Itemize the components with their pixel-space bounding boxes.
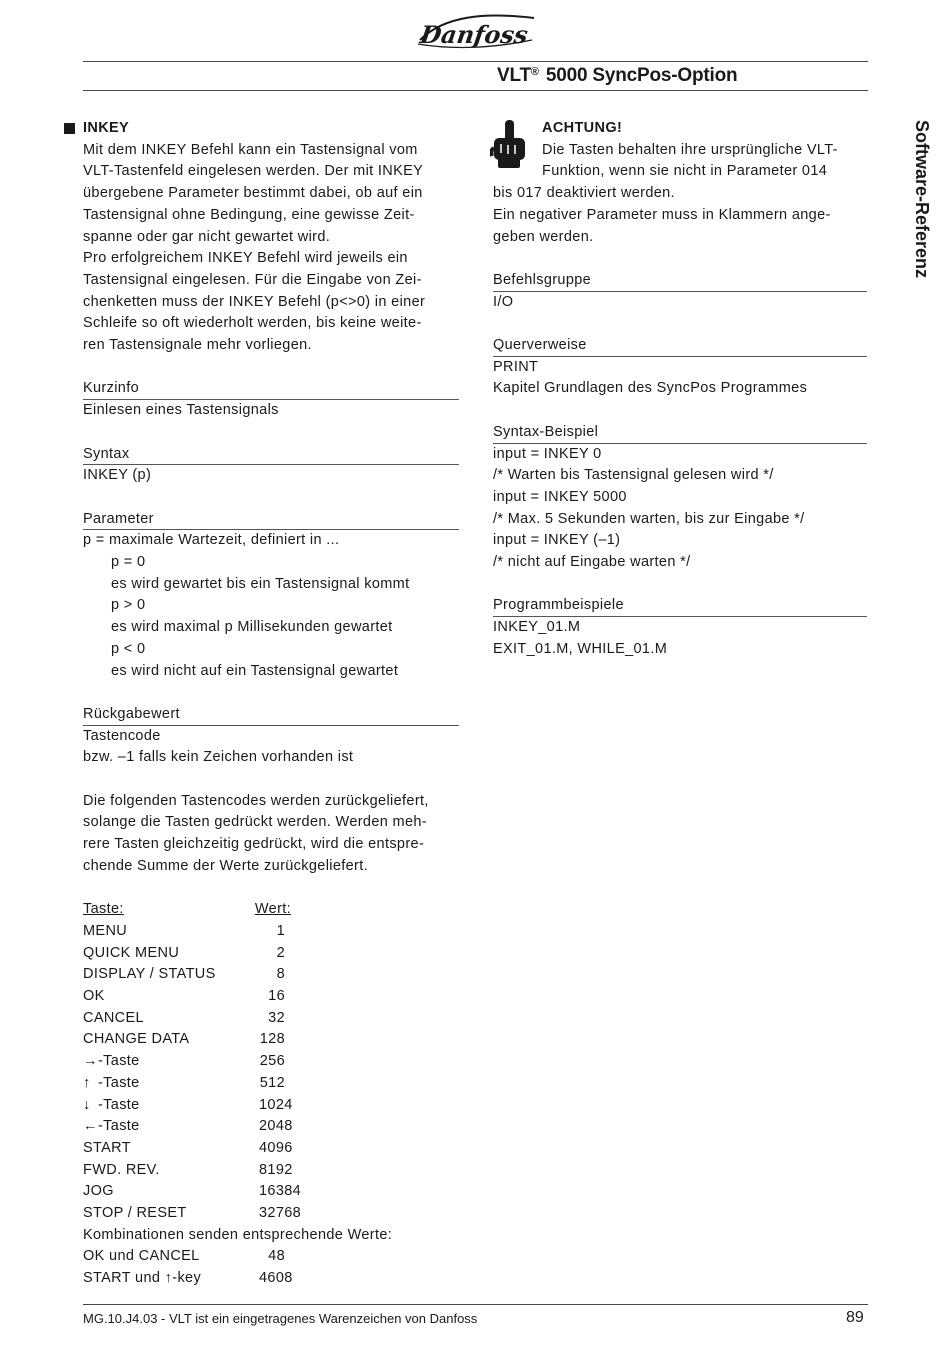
befehlsgruppe-label: Befehlsgruppe xyxy=(493,270,867,292)
key-value: 2 xyxy=(276,944,285,961)
key-name xyxy=(83,986,259,1008)
left-column xyxy=(83,118,459,1290)
key-value: 1024 xyxy=(259,1096,293,1113)
syntax-beispiel-line: input = INKEY 0 xyxy=(493,445,602,462)
intro-paragraph xyxy=(83,140,459,357)
parameter-line: p = 0 xyxy=(111,554,146,571)
key-value: 256 xyxy=(259,1053,285,1070)
key-table-row xyxy=(83,921,459,943)
codes-intro-line: rere Tasten gleichzeitig gedrückt, wird die entspre- xyxy=(83,836,425,853)
combo-intro: Kombinationen senden entsprechende Werte: xyxy=(83,1226,393,1243)
key-name xyxy=(83,921,259,943)
key-table-row xyxy=(83,1029,459,1051)
kurzinfo-text: Einlesen eines Tastensignals xyxy=(83,402,279,419)
key-value: 8192 xyxy=(259,1161,293,1178)
header-rule-bottom xyxy=(83,90,868,91)
key-name xyxy=(83,1203,259,1225)
intro-line: Tastensignal ohne Bedingung, eine gewisse Zeit- xyxy=(83,206,415,223)
key-label: -Taste xyxy=(98,1118,140,1135)
key-column-header: Taste: xyxy=(83,901,124,918)
intro-line: ren Tastensignale mehr vorliegen. xyxy=(83,337,312,354)
warning-line: Ein negativer Parameter muss in Klammern ange- xyxy=(493,206,831,223)
parameter-line: p < 0 xyxy=(111,640,146,657)
arrow-icon: → xyxy=(83,1053,98,1070)
page-number: 89 xyxy=(846,1309,864,1326)
key-label: OK xyxy=(83,988,105,1005)
rueckgabewert-line: Tastencode xyxy=(83,727,161,744)
intro-line: Mit dem INKEY Befehl kann ein Tastensignal vom xyxy=(83,141,418,158)
key-name xyxy=(83,1095,259,1117)
document-title: VLT® 5000 SyncPos-Option xyxy=(497,65,738,86)
warning-line: Funktion, wenn sie nicht in Parameter 014 xyxy=(542,163,828,180)
footer-rule xyxy=(83,1304,868,1305)
key-name xyxy=(83,1116,259,1138)
bullet-square-icon xyxy=(64,123,75,134)
warning-title: ACHTUNG! xyxy=(542,120,623,136)
kurzinfo-label: Kurzinfo xyxy=(83,378,459,400)
combo-value: 4608 xyxy=(259,1270,293,1287)
key-name xyxy=(83,1138,259,1160)
parameter-line: es wird gewartet bis ein Tastensignal kommt xyxy=(111,575,410,592)
key-table-row xyxy=(83,1073,459,1095)
key-name xyxy=(83,1029,259,1051)
syntax-beispiel-line: input = INKEY (–1) xyxy=(493,532,621,549)
key-label: -Taste xyxy=(98,1074,140,1091)
parameter-line: es wird nicht auf ein Tastensignal gewartet xyxy=(111,662,399,679)
querverweise-label: Querverweise xyxy=(493,335,867,357)
key-name xyxy=(83,1160,259,1182)
warning-line: bis 017 deaktiviert werden. xyxy=(493,185,675,202)
arrow-icon: ↑ xyxy=(83,1074,91,1091)
key-value: 16384 xyxy=(259,1183,302,1200)
key-label: DISPLAY / STATUS xyxy=(83,966,216,983)
key-label: MENU xyxy=(83,922,128,939)
key-value: 2048 xyxy=(259,1118,293,1135)
key-table-row xyxy=(83,986,459,1008)
key-table-row xyxy=(83,1051,459,1073)
arrow-icon: ← xyxy=(83,1118,98,1135)
intro-line: Pro erfolgreichem INKEY Befehl wird jeweils ein xyxy=(83,250,408,267)
warning-box xyxy=(493,118,867,248)
intro-line: Tastensignal eingelesen. Für die Eingabe von Zei- xyxy=(83,271,422,288)
combo-row xyxy=(83,1246,459,1268)
syntax-beispiel-line: input = INKEY 5000 xyxy=(493,488,627,505)
intro-line: VLT-Tastenfeld eingelesen werden. Der mit INKEY xyxy=(83,163,424,180)
key-value: 32768 xyxy=(259,1205,302,1222)
warning-line: Die Tasten behalten ihre ursprüngliche VLT- xyxy=(542,141,838,158)
combo-row xyxy=(83,1268,459,1290)
syntax-text: INKEY (p) xyxy=(83,467,152,484)
key-value: 8 xyxy=(276,966,285,983)
key-table-row xyxy=(83,1160,459,1182)
pointing-hand-icon xyxy=(490,118,530,170)
querverweise-line: Kapitel Grundlagen des SyncPos Programmes xyxy=(493,380,808,397)
combo-keys: START und ↑-key xyxy=(83,1270,202,1287)
codes-intro-line: Die folgenden Tastencodes werden zurückgeliefert, xyxy=(83,792,429,809)
key-label: STOP / RESET xyxy=(83,1205,187,1222)
key-name xyxy=(83,1008,259,1030)
key-value: 16 xyxy=(268,988,285,1005)
rueckgabewert-label: Rückgabewert xyxy=(83,704,459,726)
key-label: -Taste xyxy=(98,1096,140,1113)
key-value: 32 xyxy=(268,1009,285,1026)
programmbeispiele-line: INKEY_01.M xyxy=(493,619,581,636)
svg-text:Danfoss: Danfoss xyxy=(418,20,530,49)
warning-line: geben werden. xyxy=(493,228,594,245)
key-name xyxy=(83,1051,259,1073)
syntax-label: Syntax xyxy=(83,444,459,466)
parameter-label: Parameter xyxy=(83,509,459,531)
combo-value: 48 xyxy=(268,1248,285,1265)
combo-keys: OK und CANCEL xyxy=(83,1248,200,1265)
right-column xyxy=(493,118,867,661)
key-table-row xyxy=(83,1008,459,1030)
programmbeispiele-line: EXIT_01.M, WHILE_01.M xyxy=(493,640,668,657)
key-table-row xyxy=(83,1138,459,1160)
rueckgabewert-line: bzw. –1 falls kein Zeichen vorhanden ist xyxy=(83,749,354,766)
key-label: CANCEL xyxy=(83,1009,144,1026)
codes-intro-line: solange die Tasten gedrückt werden. Werden meh- xyxy=(83,814,427,831)
key-value: 4096 xyxy=(259,1139,293,1156)
key-table xyxy=(83,921,459,1225)
key-label: QUICK MENU xyxy=(83,944,180,961)
parameter-line: p > 0 xyxy=(111,597,146,614)
key-name xyxy=(83,1181,259,1203)
key-table-row xyxy=(83,943,459,965)
key-label: CHANGE DATA xyxy=(83,1031,190,1048)
key-value: 512 xyxy=(259,1074,285,1091)
intro-line: chenketten muss der INKEY Befehl (p<>0) in einer xyxy=(83,293,426,310)
key-name xyxy=(83,943,259,965)
parameter-line: p = maximale Wartezeit, definiert in ... xyxy=(83,532,340,549)
syntax-beispiel-line: /* Warten bis Tastensignal gelesen wird */ xyxy=(493,467,774,484)
programmbeispiele-label: Programmbeispiele xyxy=(493,595,867,617)
key-table-row xyxy=(83,1116,459,1138)
header-rule-top xyxy=(83,61,868,62)
key-value: 1 xyxy=(276,922,285,939)
codes-intro-line: chende Summe der Werte zurückgeliefert. xyxy=(83,857,368,874)
footer-text: MG.10.J4.03 - VLT ist ein eingetragenes Warenzeichen von Danfoss xyxy=(83,1311,478,1326)
danfoss-logo xyxy=(414,10,538,56)
key-table-row xyxy=(83,1203,459,1225)
key-label: -Taste xyxy=(98,1053,140,1070)
intro-line: Schleife so oft wiederholt werden, bis keine weite- xyxy=(83,315,422,332)
intro-line: spanne oder gar nicht gewartet wird. xyxy=(83,228,331,245)
key-name xyxy=(83,1073,259,1095)
key-table-row xyxy=(83,1095,459,1117)
key-name xyxy=(83,964,259,986)
syntax-beispiel-line: /* Max. 5 Sekunden warten, bis zur Eingabe */ xyxy=(493,510,805,527)
side-tab-label: Software-Referenz xyxy=(912,120,932,279)
key-label: FWD. REV. xyxy=(83,1161,160,1178)
key-label: START xyxy=(83,1139,131,1156)
key-table-row xyxy=(83,964,459,986)
key-table-row xyxy=(83,1181,459,1203)
arrow-icon: ↓ xyxy=(83,1096,91,1113)
parameter-line: es wird maximal p Millisekunden gewartet xyxy=(111,619,393,636)
section-heading: INKEY xyxy=(83,118,459,140)
syntax-beispiel-line: /* nicht auf Eingabe warten */ xyxy=(493,554,691,571)
key-label: JOG xyxy=(83,1183,114,1200)
combo-table xyxy=(83,1246,459,1289)
value-column-header: Wert: xyxy=(254,901,291,918)
key-table-header xyxy=(83,899,459,921)
key-value: 128 xyxy=(259,1031,285,1048)
syntax-beispiel-label: Syntax-Beispiel xyxy=(493,422,867,444)
intro-line: übergebene Parameter bestimmt dabei, ob auf ein xyxy=(83,185,423,202)
querverweise-line: PRINT xyxy=(493,358,539,375)
befehlsgruppe-text: I/O xyxy=(493,293,514,310)
